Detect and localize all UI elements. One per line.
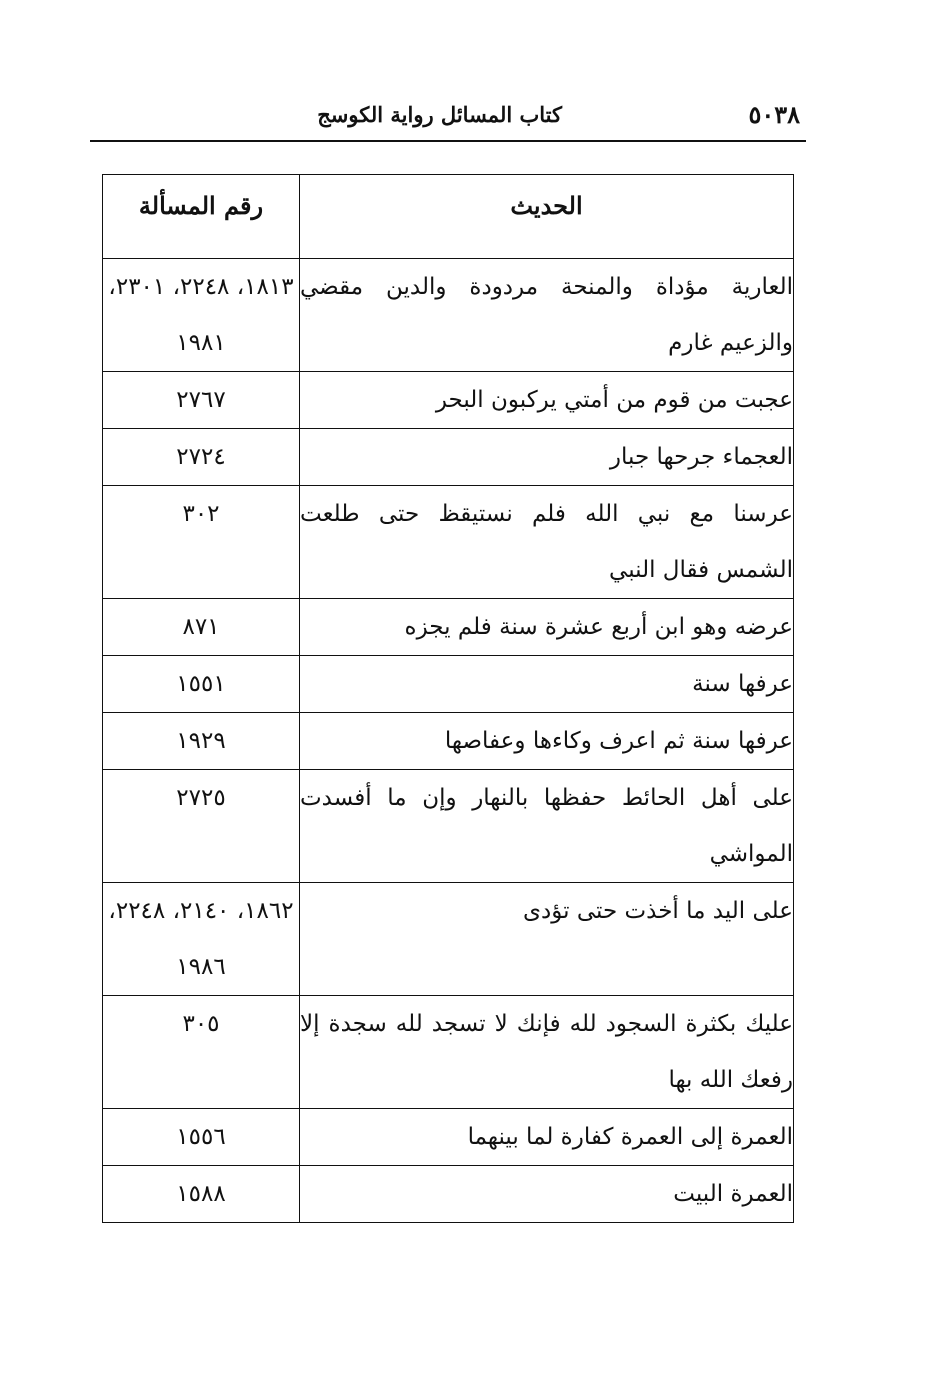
hadith-text: العمرة البيت <box>300 1166 794 1223</box>
table-row <box>103 996 794 1109</box>
table-row <box>103 259 794 372</box>
table-row <box>103 1109 794 1166</box>
table-row <box>103 486 794 599</box>
page-header <box>90 96 806 142</box>
hadith-text: العجماء جرحها جبار <box>300 429 794 486</box>
hadith-text: على أهل الحائط حفظها بالنهار وإن ما أفسدت المواشي <box>300 770 794 883</box>
hadith-text: على اليد ما أخذت حتى تؤدى <box>300 883 794 996</box>
issue-numbers: ٣٠٢ <box>103 486 300 599</box>
hadith-text: عرسنا مع نبي الله فلم نستيقظ حتى طلعت الشمس فقال النبي <box>300 486 794 599</box>
hadith-text: العارية مؤداة والمنحة مردودة والدين مقضي والزعيم غارم <box>300 259 794 372</box>
issue-numbers: ١٥٥١ <box>103 656 300 713</box>
hadith-text: العمرة إلى العمرة كفارة لما بينهما <box>300 1109 794 1166</box>
hadith-text: عرضه وهو ابن أربع عشرة سنة فلم يجزه <box>300 599 794 656</box>
hadith-text: عليك بكثرة السجود لله فإنك لا تسجد لله سجدة إلا رفعك الله بها <box>300 996 794 1109</box>
table-row <box>103 429 794 486</box>
issue-numbers: ١٨١٣، ٢٢٤٨، ٢٣٠١، ١٩٨١ <box>103 259 300 372</box>
page-number: ٥٠٣٨ <box>748 100 800 129</box>
book-title: كتاب المسائل رواية الكوسج <box>317 102 562 127</box>
table-row <box>103 770 794 883</box>
issue-numbers: ١٥٥٦ <box>103 1109 300 1166</box>
table-row <box>103 713 794 770</box>
issue-numbers: ١٨٦٢، ٢١٤٠، ٢٢٤٨، ١٩٨٦ <box>103 883 300 996</box>
hadith-text: عجبت من قوم من أمتي يركبون البحر <box>300 372 794 429</box>
table-row <box>103 656 794 713</box>
issue-numbers: ١٩٢٩ <box>103 713 300 770</box>
issue-numbers: ١٥٨٨ <box>103 1166 300 1223</box>
table-row <box>103 372 794 429</box>
table-row <box>103 883 794 996</box>
column-header-hadith: الحديث <box>300 175 794 259</box>
issue-numbers: ٨٧١ <box>103 599 300 656</box>
issue-numbers: ٢٧٦٧ <box>103 372 300 429</box>
issue-numbers: ٣٠٥ <box>103 996 300 1109</box>
table-row <box>103 1166 794 1223</box>
table-header-row <box>103 175 794 259</box>
hadith-text: عرفها سنة ثم اعرف وكاءها وعفاصها <box>300 713 794 770</box>
column-header-issue-number: رقم المسألة <box>103 175 300 259</box>
table-row <box>103 599 794 656</box>
issue-numbers: ٢٧٢٤ <box>103 429 300 486</box>
hadith-index-table <box>102 174 794 1223</box>
hadith-text: عرفها سنة <box>300 656 794 713</box>
issue-numbers: ٢٧٢٥ <box>103 770 300 883</box>
